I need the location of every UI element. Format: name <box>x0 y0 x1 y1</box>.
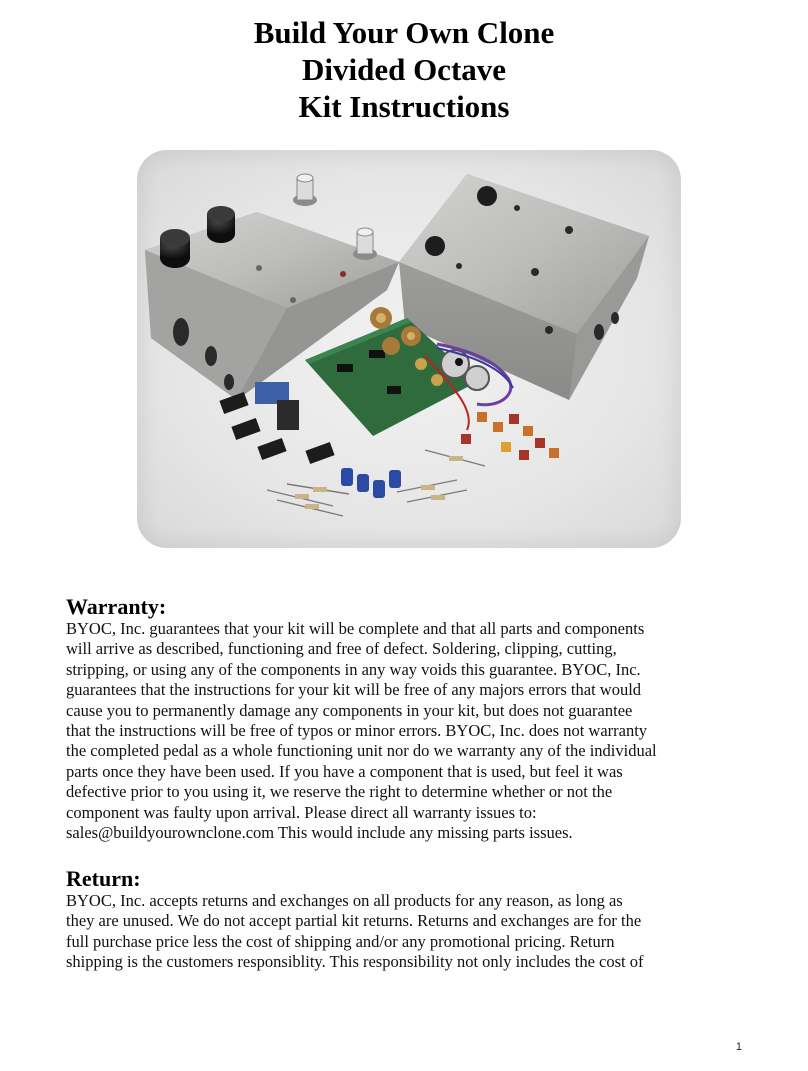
warranty-line: defective prior to you using it, we reserve the right to determine whether or not the <box>66 782 613 802</box>
title-line-1: Build Your Own Clone <box>253 15 555 50</box>
warranty-line: cause you to permanently damage any components in your kit, but does not guarantee <box>66 700 633 720</box>
warranty-line: parts once they have been used. If you have a component that is used, but feel it was <box>66 761 623 781</box>
footswitch-icon <box>293 174 317 206</box>
warranty-line: guarantees that the instructions for your kit will be free of any majors errors that would <box>66 680 642 700</box>
title-line-3: Kit Instructions <box>298 89 510 124</box>
return-line: BYOC, Inc. accepts returns and exchanges on all products for any reason, as long as <box>66 891 623 910</box>
return-line: they are unused. We do not accept partial kit returns. Returns and exchanges are for the <box>66 911 642 931</box>
title-line-2: Divided Octave <box>301 52 507 87</box>
return-heading: Return: <box>66 866 141 891</box>
return-line: shipping is the customers responsiblity. This responsibility not only includes the cost of <box>66 952 644 972</box>
return-line: full purchase price less the cost of shipping and/or any promotional pricing. Return <box>66 931 615 951</box>
knob-icon <box>160 229 190 268</box>
warranty-line: the completed pedal as a whole functioning unit nor do we warranty any of the individual <box>66 741 657 761</box>
warranty-heading: Warranty: <box>66 594 167 619</box>
warranty-line: stripping, or using any of the components in any way voids this guarantee. BYOC, Inc. <box>66 659 641 679</box>
warranty-line: component was faulty upon arrival. Please direct all warranty issues to: <box>66 802 537 822</box>
kit-photo <box>137 150 681 548</box>
warranty-line: BYOC, Inc. guarantees that your kit will be complete and that all parts and components <box>66 619 645 638</box>
warranty-line: that the instructions will be free of typos or minor errors. BYOC, Inc. does not warranty <box>66 721 648 741</box>
knob-icon <box>207 206 235 243</box>
stomp-switch-icon <box>277 400 299 430</box>
document-title <box>0 14 808 125</box>
kit-photo-illustration <box>137 150 681 548</box>
warranty-line: sales@buildyourownclone.com This would include any missing parts issues. <box>66 823 573 843</box>
warranty-line: will arrive as described, functioning and free of defect. Soldering, clipping, cutting, <box>66 639 617 659</box>
return-section <box>66 866 726 973</box>
footswitch-icon <box>353 228 377 260</box>
warranty-section <box>66 594 726 843</box>
page-number: 1 <box>735 1041 742 1053</box>
